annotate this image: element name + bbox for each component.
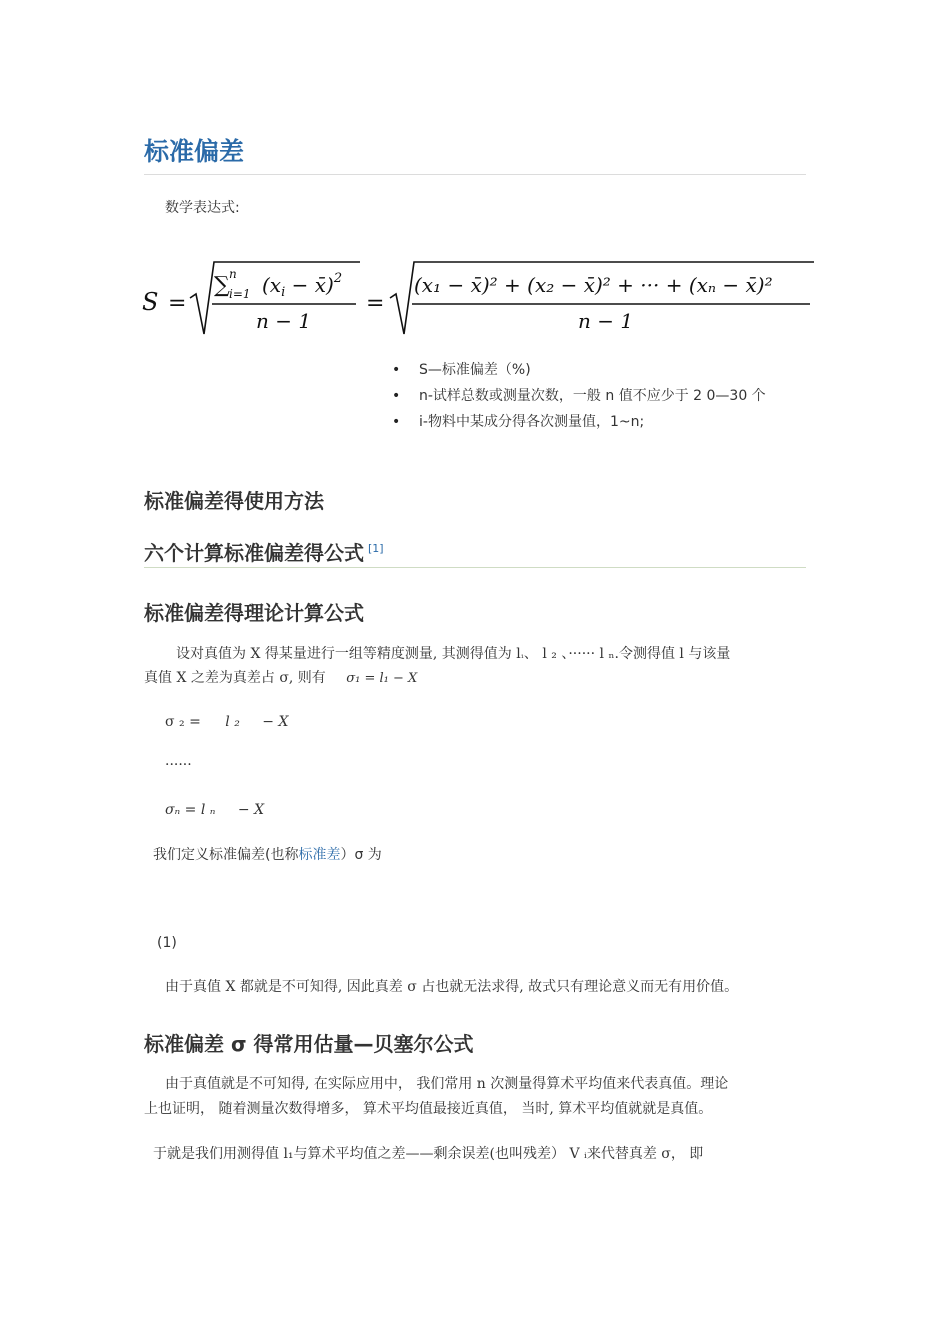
svg-text:=: =	[366, 291, 385, 316]
section-theory-heading: 标准偏差得理论计算公式	[144, 601, 364, 625]
list-item: • S—标准偏差（%)	[392, 358, 792, 382]
expression-label: 数学表达式:	[165, 200, 240, 216]
standard-deviation-link[interactable]: 标准差	[298, 847, 341, 863]
section-six-title: 六个计算标准偏差得公式	[144, 541, 364, 565]
unknowable-paragraph: 由于真值 X 都就是不可知得, 因此真差 σ 占也就无法求得, 故式只有理论意义而无有用价值。	[165, 979, 739, 995]
sigma1-equation: σ₁ = l₁ − X	[346, 671, 418, 686]
bessel-paragraph-line2: 上也证明， 随着测量次数得增多， 算术平均值最接近真值， 当时, 算术平均值就就是真值。	[144, 1101, 713, 1117]
theory-paragraph-line1: 设对真值为 X 得某量进行一组等精度测量, 其测得值为 l₁、 l ₂ 、······ l ₙ.令测得值 l 与该量	[176, 646, 731, 662]
sigman-equation: σₙ = l ₙ − X	[165, 802, 265, 818]
reference-link[interactable]: [1]	[368, 542, 384, 556]
page-title: 标准偏差	[144, 137, 245, 166]
formula-sum-symbol: ∑	[214, 273, 230, 298]
formula-denominator-1: n − 1	[256, 309, 312, 333]
section-bessel-heading: 标准偏差 σ 得常用估量—贝塞尔公式	[144, 1032, 474, 1056]
section-six-heading	[144, 537, 384, 566]
formula-sum-bottom: i=1	[229, 287, 251, 301]
equation-number: (1)	[157, 935, 177, 951]
definition-line: 我们定义标准偏差(也称标准差）σ 为	[153, 847, 382, 863]
bessel-paragraph-line1: 由于真值就是不可知得, 在实际应用中， 我们常用 n 次测量得算术平均值来代表真值。理论	[165, 1076, 729, 1092]
svg-text:(xi − x̄)2: ($x_i$ − x̄)$^2$	[262, 271, 343, 300]
ellipsis: ······	[165, 757, 192, 773]
formula-denominator-2: n − 1	[578, 309, 634, 333]
formula-lhs: S	[142, 288, 159, 316]
section-six-divider	[144, 567, 806, 568]
title-divider	[144, 174, 806, 175]
theory-paragraph-line2: 真值 X 之差为真差占 σ, 则有 σ₁ = l₁ − X	[144, 670, 418, 686]
residual-paragraph: 于就是我们用测得值 l₁与算术平均值之差——剩余误差(也叫残差） V ᵢ来代替真差 σ， 即	[153, 1146, 704, 1162]
section-usage-heading: 标准偏差得使用方法	[144, 489, 324, 513]
list-item: • n-试样总数或测量次数，一般 n 值不应少于 2 0—30 个	[392, 384, 792, 408]
formula-sum-top: n	[229, 267, 237, 281]
list-item: • i-物料中某成分得各次测量值，1~n;	[392, 410, 792, 434]
sigma2-equation: σ ₂ = l ₂ − X	[165, 714, 289, 730]
svg-text:=: =	[168, 291, 187, 316]
standard-deviation-formula	[138, 248, 814, 344]
formula-expanded: (x₁ − x̄)² + (x₂ − x̄)² + ··· + (xₙ − x̄)²	[414, 273, 773, 297]
variable-definitions-list	[392, 358, 792, 436]
